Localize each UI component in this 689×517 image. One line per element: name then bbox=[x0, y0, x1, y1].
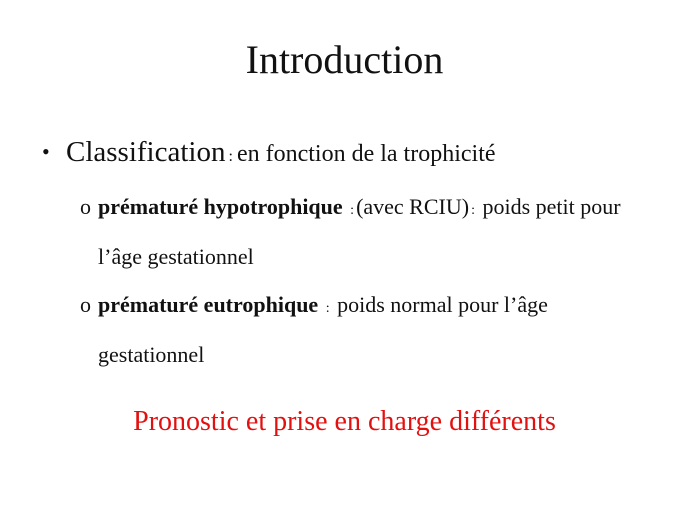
sub-bullet-icon: o bbox=[80, 292, 91, 317]
sub-item-label: prématuré eutrophique bbox=[98, 292, 319, 317]
sub-bullet-icon: o bbox=[80, 194, 91, 219]
sub-item-hypotrophique bbox=[80, 184, 650, 280]
sub-item-text: poids petit pour l’âge gestationnel bbox=[98, 194, 621, 269]
sub-item-separator: : bbox=[325, 301, 330, 316]
sub-item-content bbox=[80, 184, 650, 280]
bullet-item-classification bbox=[42, 132, 496, 177]
sub-item-separator: : bbox=[350, 203, 355, 218]
sub-item-label: prématuré hypotrophique bbox=[98, 194, 343, 219]
emphasis-statement: Pronostic et prise en charge différents bbox=[133, 406, 556, 437]
bullet-separator: : bbox=[228, 148, 233, 165]
sub-item-content bbox=[80, 282, 650, 378]
bullet-label: Classification bbox=[66, 136, 226, 168]
sub-item-parenthetical: (avec RCIU) bbox=[356, 194, 470, 219]
slide-title: Introduction bbox=[245, 37, 444, 82]
bullet-text: en fonction de la trophicité bbox=[236, 141, 496, 167]
sub-item-eutrophique bbox=[80, 282, 650, 378]
sub-item-separator-2: : bbox=[471, 203, 475, 218]
sub-item-text: poids normal pour l’âge gestationnel bbox=[98, 292, 548, 367]
bullet-dot-icon: • bbox=[42, 139, 50, 164]
